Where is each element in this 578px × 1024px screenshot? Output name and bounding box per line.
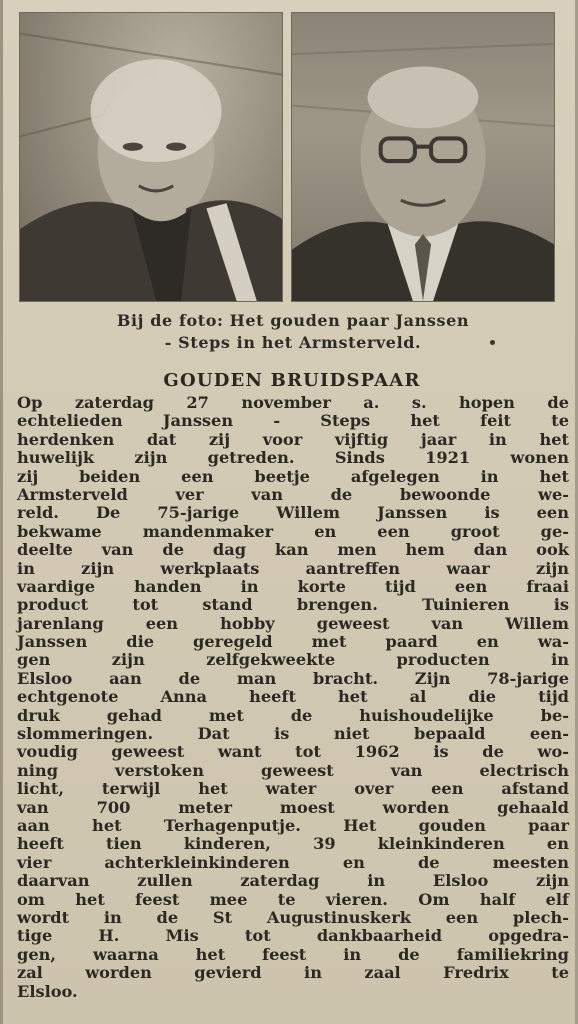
article-line: Armsterveld ver van de bewoonde we- (17, 484, 569, 504)
article-line: om het feest mee te vieren. Om half elf (17, 889, 569, 909)
photo-left (19, 12, 283, 302)
article-line: reld. De 75-jarige Willem Janssen is een (17, 503, 569, 523)
article-line: heeft tien kinderen, 39 kleinkinderen en (17, 834, 569, 854)
article-line: ning verstoken geweest van electrisch (17, 760, 569, 780)
caption-line-1: Bij de foto: Het gouden paar Janssen (116, 311, 470, 330)
article-line: voudig geweest want tot 1962 is de wo- (17, 742, 569, 762)
article-line: wordt in de St Augustinuskerk een plech- (17, 907, 569, 927)
photo-right (291, 12, 555, 302)
article-line: licht, terwijl het water over een afstand (17, 779, 569, 799)
article-line: zal worden gevierd in zaal Fredrix te (17, 963, 569, 983)
article-line: van 700 meter moest worden gehaald (17, 797, 569, 817)
article-line: Op zaterdag 27 november a. s. hopen de (17, 393, 569, 412)
article-body (17, 394, 569, 1001)
article-line: Elsloo. (17, 981, 78, 1001)
article-line: in zijn werkplaats aantreffen waar zijn (17, 558, 569, 578)
article-line: gen zijn zelfgekweekte producten in (17, 650, 569, 670)
article-line: druk gehad met de huishoudelijke be- (17, 705, 569, 725)
article-line: zij beiden een beetje afgelegen in het (17, 466, 569, 486)
article-line: herdenken dat zij voor vijftig jaar in het (17, 429, 569, 449)
article-line: slommeringen. Dat is niet bepaald een- (17, 724, 569, 744)
article-line: Janssen die geregeld met paard en wa- (17, 632, 569, 652)
article-line: tige H. Mis tot dankbaarheid opgedra- (17, 926, 569, 946)
article-line: Elsloo aan de man bracht. Zijn 78-jarige (17, 668, 569, 688)
article-line: echtelieden Janssen - Steps het feit te (17, 411, 569, 431)
article-line: gen, waarna het feest in de familiekring (17, 944, 569, 964)
article-line: echtgenote Anna heeft het al die tijd (17, 687, 569, 707)
portrait-man-image (292, 13, 554, 301)
article-headline: GOUDEN BRUIDSPAAR (163, 370, 421, 391)
portrait-woman-image (20, 13, 282, 301)
article-line: deelte van de dag kan men hem dan ook (17, 540, 569, 560)
article-line: vaardige handen in korte tijd een fraai (17, 576, 569, 596)
photo-caption (23, 310, 563, 354)
article-line: aan het Terhagenputje. Het gouden paar (17, 815, 569, 835)
article-line: jarenlang een hobby geweest van Willem (17, 613, 569, 633)
article-line: huwelijk zijn getreden. Sinds 1921 wonen (17, 448, 569, 468)
caption-line-2: - Steps in het Armsterveld. (164, 333, 422, 352)
print-speck (490, 340, 495, 345)
article-line: vier achterkleinkinderen en de meesten (17, 852, 569, 872)
article-line: bekwame mandenmaker en een groot ge- (17, 521, 569, 541)
photo-row (19, 12, 555, 300)
article-line: product tot stand brengen. Tuinieren is (17, 595, 569, 615)
article-line: daarvan zullen zaterdag in Elsloo zijn (17, 871, 569, 891)
